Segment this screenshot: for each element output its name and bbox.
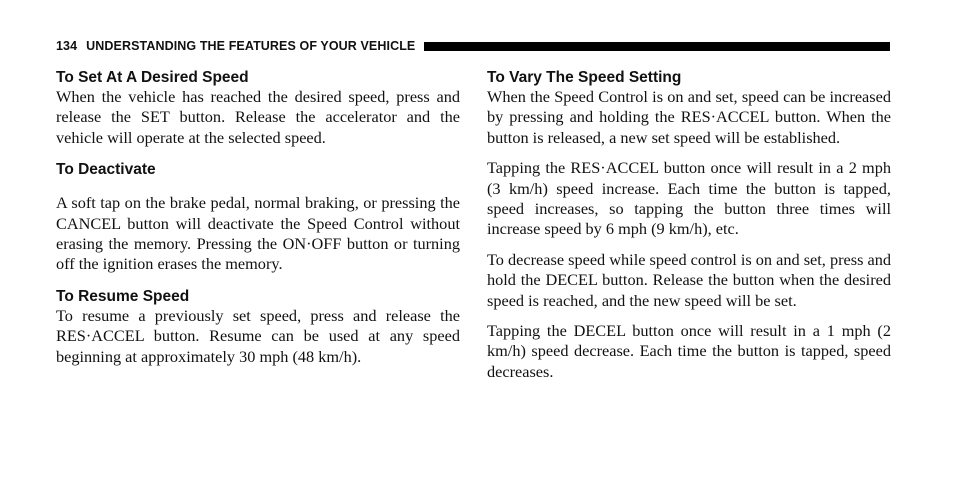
header-rule bbox=[424, 42, 890, 51]
section-body-resume-speed: To resume a previously set speed, press and release the RES·ACCEL button. Resume can be used at any speed beginning at approximately 30 mph (48 km/h). bbox=[56, 305, 460, 366]
vary-speed-paragraph-2: Tapping the RES·ACCEL button once will result in a 2 mph (3 km/h) speed increase. Each time the button is tapped, speed increases, so tapping the button three times will increase speed by 6 mph (9 km/h), etc. bbox=[487, 158, 891, 239]
vary-speed-paragraph-3: To decrease speed while speed control is on and set, press and hold the DECEL button. Release the button when the desired speed is reached, and the new speed will be set. bbox=[487, 249, 891, 310]
section-heading-set-speed: To Set At A Desired Speed bbox=[56, 69, 249, 86]
vary-speed-paragraph-1: When the Speed Control is on and set, speed can be increased by pressing and holding the RES·ACCEL button. When the button is released, a new set speed will be established. bbox=[487, 87, 891, 147]
section-heading-vary-speed: To Vary The Speed Setting bbox=[487, 69, 682, 86]
vary-speed-paragraph-4: Tapping the DECEL button once will result in a 1 mph (2 km/h) speed decrease. Each time the button is tapped, speed decreases. bbox=[487, 321, 891, 381]
right-column bbox=[487, 68, 891, 382]
left-column bbox=[56, 68, 460, 367]
section-heading-resume-speed: To Resume Speed bbox=[56, 287, 190, 305]
page-number: 134 bbox=[56, 39, 78, 53]
section-heading-deactivate: To Deactivate bbox=[56, 161, 156, 179]
chapter-title: UNDERSTANDING THE FEATURES OF YOUR VEHICLE bbox=[86, 39, 416, 53]
section-body-set-speed: When the vehicle has reached the desired speed, press and release the SET button. Release the accelerator and the vehicle will operate at the selected speed. bbox=[56, 87, 460, 147]
page-header bbox=[56, 38, 890, 54]
section-body-deactivate: A soft tap on the brake pedal, normal braking, or pressing the CANCEL button will deactivate the Speed Control without erasing the memory. Pressing the ON·OFF button or turning off the ignition erases the memory. bbox=[56, 193, 460, 274]
